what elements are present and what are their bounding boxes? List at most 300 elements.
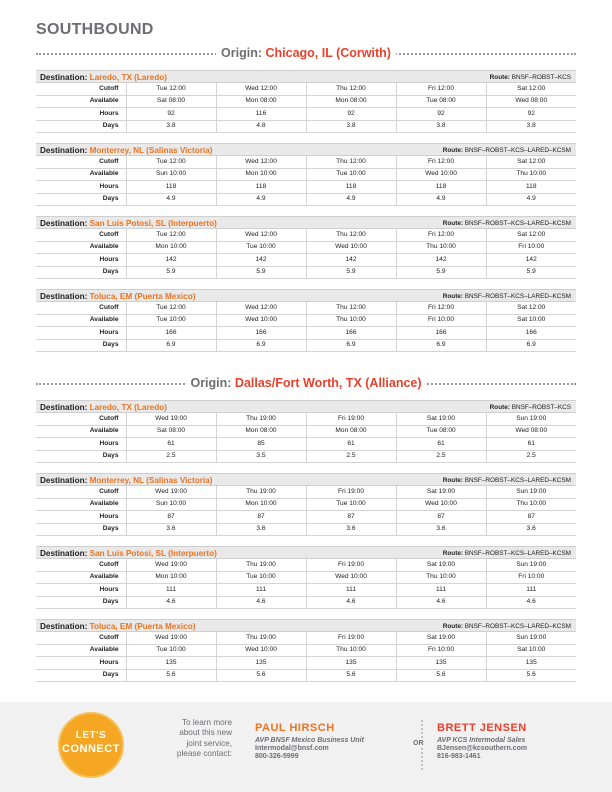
route-value: BNSF–ROBST–KCS [511,404,571,411]
route-value: BNSF–ROBST–KCS–LARED–KCSM [464,477,571,484]
route-word: Route: [489,74,510,81]
cell-days: 2.5 [396,450,486,462]
route-word: Route: [489,404,510,411]
cell-hours: 111 [486,584,576,596]
cell-hours: 118 [306,181,396,193]
row-label-hours: Hours [36,584,126,596]
destination-name: Monterrey, NL (Salinas Victoria) [89,476,213,485]
cell-cutoff: Wed 19:00 [126,632,216,644]
contact-paul-hirsch [255,722,364,760]
cell-available: Tue 10:00 [306,498,396,510]
destination-name: Laredo, TX (Laredo) [89,73,167,82]
route-label [490,74,571,81]
cell-hours: 118 [216,181,306,193]
row-label-cutoff: Cutoff [36,302,126,314]
destination-section [36,619,576,682]
row-label-available: Available [36,168,126,180]
cell-hours: 142 [306,254,396,266]
cell-available: Wed 10:00 [216,644,306,656]
cell-days: 4.9 [216,193,306,205]
cell-hours: 111 [216,584,306,596]
cell-days: 4.9 [306,193,396,205]
cell-days: 3.8 [486,120,576,132]
cell-hours: 118 [396,181,486,193]
route-word: Route: [442,220,464,227]
cell-days: 4.6 [486,596,576,608]
row-label-days: Days [36,596,126,608]
origin-name: Chicago, IL (Corwith) [265,46,391,60]
cell-available: Sat 10:00 [486,644,576,656]
table-row [36,156,576,168]
cell-days: 5.9 [396,266,486,278]
cell-days: 5.9 [306,266,396,278]
cell-days: 6.9 [486,339,576,351]
cell-days: 4.6 [396,596,486,608]
table-row [36,95,576,107]
cell-cutoff: Sat 19:00 [396,413,486,425]
cell-cutoff: Fri 19:00 [306,413,396,425]
row-label-cutoff: Cutoff [36,632,126,644]
row-label-cutoff: Cutoff [36,83,126,95]
row-label-days: Days [36,339,126,351]
cell-hours: 116 [216,108,306,120]
destination-section [36,546,576,609]
cell-hours: 92 [486,108,576,120]
cell-cutoff: Thu 12:00 [306,229,396,241]
destination-label [40,622,195,631]
schedule-table [36,229,576,279]
cell-hours: 166 [306,327,396,339]
route-label [490,404,571,411]
cell-available: Thu 10:00 [486,168,576,180]
row-label-available: Available [36,425,126,437]
cell-hours: 87 [306,511,396,523]
destination-header [36,619,576,632]
destination-section [36,70,576,133]
cell-available: Mon 08:00 [216,95,306,107]
cell-days: 5.9 [126,266,216,278]
table-row [36,120,576,132]
cell-cutoff: Tue 12:00 [126,302,216,314]
cell-days: 2.5 [486,450,576,462]
contact-email[interactable]: Intermodal@bnsf.com [255,745,329,752]
destination-label [40,219,217,228]
cell-available: Thu 10:00 [396,571,486,583]
row-label-hours: Hours [36,327,126,339]
cell-available: Sun 10:00 [126,168,216,180]
schedule-table [36,83,576,133]
contact-brett-jensen [437,722,527,760]
cell-cutoff: Tue 12:00 [126,156,216,168]
cell-hours: 87 [396,511,486,523]
cell-hours: 111 [126,584,216,596]
row-label-cutoff: Cutoff [36,229,126,241]
destination-word: Destination: [40,219,88,228]
cell-available: Thu 10:00 [486,498,576,510]
cell-days: 4.9 [486,193,576,205]
cell-available: Tue 10:00 [216,241,306,253]
origin-label-text [216,46,396,60]
origin-header [36,376,576,392]
destination-header [36,546,576,559]
cell-days: 6.9 [396,339,486,351]
cell-hours: 142 [396,254,486,266]
lets-connect-badge [58,712,124,778]
row-label-available: Available [36,241,126,253]
table-row [36,498,576,510]
cell-days: 5.6 [126,669,216,681]
origin-word: Origin: [190,376,232,390]
origin-name: Dallas/Fort Worth, TX (Alliance) [234,376,422,390]
route-word: Route: [442,623,464,630]
cell-days: 6.9 [126,339,216,351]
cell-cutoff: Tue 12:00 [126,229,216,241]
cell-days: 4.9 [126,193,216,205]
contact-email[interactable]: BJensen@kcsouthern.com [437,745,528,752]
cell-cutoff: Thu 19:00 [216,559,306,571]
cell-hours: 166 [126,327,216,339]
table-row [36,559,576,571]
row-label-cutoff: Cutoff [36,486,126,498]
cell-cutoff: Thu 12:00 [306,83,396,95]
cell-cutoff: Tue 12:00 [126,83,216,95]
cell-available: Sun 10:00 [126,498,216,510]
cell-cutoff: Wed 12:00 [216,83,306,95]
cell-hours: 166 [396,327,486,339]
destination-label [40,292,195,301]
row-label-days: Days [36,266,126,278]
cell-days: 4.6 [306,596,396,608]
cell-days: 4.6 [216,596,306,608]
destination-word: Destination: [40,476,88,485]
destination-header [36,216,576,229]
cell-available: Mon 08:00 [216,425,306,437]
cell-hours: 92 [306,108,396,120]
cell-available: Wed 08:00 [486,95,576,107]
route-word: Route: [442,550,464,557]
cell-hours: 135 [486,657,576,669]
cell-days: 3.8 [126,120,216,132]
destination-label [40,403,167,412]
cell-days: 3.6 [216,523,306,535]
cell-cutoff: Sun 19:00 [486,486,576,498]
route-label [443,220,571,227]
cell-available: Tue 10:00 [306,168,396,180]
cell-cutoff: Thu 19:00 [216,486,306,498]
table-row [36,584,576,596]
cell-available: Thu 10:00 [306,314,396,326]
table-row [36,438,576,450]
cell-cutoff: Fri 19:00 [306,559,396,571]
table-row [36,241,576,253]
route-label [443,293,571,300]
cell-cutoff: Fri 12:00 [396,302,486,314]
destination-name: Toluca, EM (Puerta Mexico) [89,292,196,301]
row-label-days: Days [36,669,126,681]
origin-header [36,46,576,62]
cell-hours: 142 [216,254,306,266]
destination-name: Laredo, TX (Laredo) [89,403,167,412]
cell-hours: 61 [306,438,396,450]
route-value: BNSF–ROBST–KCS–LARED–KCSM [464,220,571,227]
contact-name: BRETT JENSEN [437,722,527,734]
table-row [36,266,576,278]
cell-days: 5.6 [306,669,396,681]
cell-days: 3.6 [486,523,576,535]
cell-hours: 135 [216,657,306,669]
cell-hours: 61 [396,438,486,450]
cell-hours: 61 [126,438,216,450]
cell-cutoff: Wed 19:00 [126,559,216,571]
cell-cutoff: Fri 19:00 [306,486,396,498]
cell-cutoff: Wed 19:00 [126,486,216,498]
route-word: Route: [442,147,464,154]
cell-cutoff: Sat 19:00 [396,559,486,571]
cell-days: 4.6 [126,596,216,608]
cell-hours: 85 [216,438,306,450]
row-label-hours: Hours [36,657,126,669]
destination-section [36,473,576,536]
cell-hours: 92 [126,108,216,120]
or-label: OR [413,740,424,747]
route-label [443,147,571,154]
learn-more-line: joint service, [186,738,232,748]
destination-name: Toluca, EM (Puerta Mexico) [89,622,196,631]
row-label-days: Days [36,523,126,535]
destination-word: Destination: [40,292,88,301]
row-label-hours: Hours [36,438,126,450]
row-label-cutoff: Cutoff [36,413,126,425]
row-label-hours: Hours [36,108,126,120]
table-row [36,339,576,351]
learn-more-line: To learn more [181,718,232,727]
cell-available: Wed 10:00 [396,498,486,510]
cell-hours: 61 [486,438,576,450]
table-row [36,302,576,314]
contact-phone[interactable]: 816-983-1461 [437,753,481,760]
cell-days: 3.8 [306,120,396,132]
cell-hours: 142 [486,254,576,266]
cell-available: Sat 08:00 [126,95,216,107]
learn-more-line: about this new [179,728,232,738]
cell-hours: 118 [486,181,576,193]
cell-hours: 135 [306,657,396,669]
row-label-days: Days [36,120,126,132]
cell-hours: 87 [216,511,306,523]
cell-hours: 142 [126,254,216,266]
cell-available: Fri 10:00 [486,241,576,253]
schedule-table [36,156,576,206]
table-row [36,193,576,205]
destination-word: Destination: [40,622,88,631]
destination-section [36,216,576,279]
schedule-table [36,302,576,352]
route-label [443,550,571,557]
table-row [36,511,576,523]
route-value: BNSF–ROBST–KCS–LARED–KCSM [464,147,571,154]
route-value: BNSF–ROBST–KCS–LARED–KCSM [464,550,571,557]
cell-days: 3.5 [216,450,306,462]
cell-cutoff: Sun 19:00 [486,632,576,644]
cell-available: Wed 10:00 [216,314,306,326]
contact-phone[interactable]: 800-326-5999 [255,753,299,760]
destination-word: Destination: [40,403,88,412]
cell-available: Mon 10:00 [126,571,216,583]
row-label-cutoff: Cutoff [36,156,126,168]
origin-label [36,376,576,390]
destination-header [36,400,576,413]
badge-line1: LET'S [75,730,107,741]
cell-available: Fri 10:00 [396,314,486,326]
cell-hours: 166 [486,327,576,339]
cell-days: 2.5 [126,450,216,462]
cell-hours: 87 [126,511,216,523]
cell-available: Wed 10:00 [306,241,396,253]
schedule-table [36,413,576,463]
cell-available: Tue 10:00 [126,644,216,656]
table-row [36,669,576,681]
cell-cutoff: Sat 19:00 [396,486,486,498]
cell-available: Mon 10:00 [126,241,216,253]
cell-hours: 87 [486,511,576,523]
cell-available: Tue 08:00 [396,95,486,107]
table-row [36,314,576,326]
cell-cutoff: Wed 12:00 [216,302,306,314]
destination-header [36,289,576,302]
destination-section [36,143,576,206]
cell-available: Mon 08:00 [306,95,396,107]
contact-title: AVP BNSF Mexico Business Unit [255,737,364,744]
cell-days: 5.9 [486,266,576,278]
schedule-table [36,559,576,609]
cell-hours: 118 [126,181,216,193]
cell-days: 4.8 [216,120,306,132]
route-word: Route: [442,293,464,300]
page-title: SOUTHBOUND [36,21,154,38]
destination-section [36,400,576,463]
learn-more-line: please contact: [176,748,232,758]
schedule-table [36,632,576,682]
table-row [36,644,576,656]
cell-hours: 111 [396,584,486,596]
cell-available: Mon 10:00 [216,168,306,180]
cell-available: Fri 10:00 [396,644,486,656]
table-row [36,486,576,498]
cell-cutoff: Sun 19:00 [486,413,576,425]
table-row [36,229,576,241]
learn-more-text [155,718,232,759]
row-label-hours: Hours [36,254,126,266]
route-value: BNSF–ROBST–KCS–LARED–KCSM [464,293,571,300]
destination-label [40,549,217,558]
origin-word: Origin: [221,46,262,60]
cell-available: Sat 10:00 [486,314,576,326]
destination-word: Destination: [40,549,88,558]
cell-available: Fri 10:00 [486,571,576,583]
cell-days: 3.6 [306,523,396,535]
cell-days: 5.6 [486,669,576,681]
destination-label [40,476,212,485]
cell-available: Thu 10:00 [396,241,486,253]
destination-word: Destination: [40,146,88,155]
table-row [36,450,576,462]
cell-available: Tue 10:00 [216,571,306,583]
destination-name: San Luis Potosi, SL (Interpuerto) [89,219,217,228]
route-label [443,477,571,484]
cell-hours: 166 [216,327,306,339]
cell-available: Mon 10:00 [216,498,306,510]
row-label-available: Available [36,571,126,583]
table-row [36,413,576,425]
cell-available: Sat 08:00 [126,425,216,437]
row-label-days: Days [36,450,126,462]
row-label-cutoff: Cutoff [36,559,126,571]
cell-available: Tue 08:00 [396,425,486,437]
destination-section [36,289,576,352]
route-word: Route: [442,477,464,484]
destination-label [40,146,212,155]
cell-days: 3.6 [126,523,216,535]
cell-cutoff: Sat 12:00 [486,83,576,95]
table-row [36,596,576,608]
destination-name: San Luis Potosi, SL (Interpuerto) [89,549,217,558]
table-row [36,181,576,193]
table-row [36,523,576,535]
cell-days: 5.6 [396,669,486,681]
destination-label [40,73,167,82]
contact-name: PAUL HIRSCH [255,722,335,734]
table-row [36,632,576,644]
table-row [36,254,576,266]
cell-cutoff: Sun 19:00 [486,559,576,571]
row-label-days: Days [36,193,126,205]
badge-line2: CONNECT [62,743,120,755]
cell-hours: 111 [306,584,396,596]
origin-label [36,46,576,60]
cell-cutoff: Sat 19:00 [396,632,486,644]
cell-available: Wed 10:00 [306,571,396,583]
cell-cutoff: Fri 12:00 [396,156,486,168]
cell-available: Wed 10:00 [396,168,486,180]
cell-cutoff: Thu 19:00 [216,632,306,644]
cell-cutoff: Sat 12:00 [486,156,576,168]
row-label-available: Available [36,644,126,656]
table-row [36,571,576,583]
cell-available: Thu 10:00 [306,644,396,656]
row-label-hours: Hours [36,511,126,523]
row-label-available: Available [36,95,126,107]
cell-days: 5.9 [216,266,306,278]
cell-available: Tue 10:00 [126,314,216,326]
table-row [36,425,576,437]
cell-days: 3.8 [396,120,486,132]
destination-word: Destination: [40,73,88,82]
row-label-available: Available [36,498,126,510]
cell-cutoff: Fri 12:00 [396,83,486,95]
table-row [36,108,576,120]
cell-hours: 135 [396,657,486,669]
cell-hours: 135 [126,657,216,669]
cell-cutoff: Thu 12:00 [306,302,396,314]
cell-days: 6.9 [216,339,306,351]
cell-available: Wed 08:00 [486,425,576,437]
destination-name: Monterrey, NL (Salinas Victoria) [89,146,213,155]
origin-label-text [185,376,426,390]
cell-days: 4.9 [396,193,486,205]
destination-header [36,70,576,83]
route-value: BNSF–ROBST–KCS [511,74,571,81]
cell-cutoff: Sat 12:00 [486,229,576,241]
